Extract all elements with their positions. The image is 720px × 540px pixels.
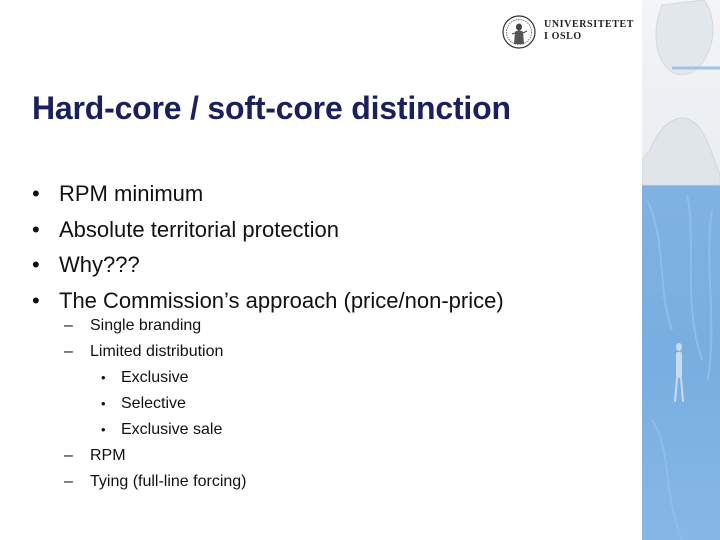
bullet-text: RPM minimum <box>59 181 204 206</box>
bullet-text: Absolute territorial protection <box>59 216 340 242</box>
slide-title: Hard-core / soft-core distinction <box>32 90 511 126</box>
bullet-text: Why??? <box>59 252 140 277</box>
university-seal-icon <box>502 14 536 50</box>
university-logo <box>502 14 642 50</box>
sub-item-text: RPM <box>90 447 126 464</box>
sub-item <box>64 469 247 495</box>
bullet-marker: • <box>32 216 40 242</box>
main-bullet-list <box>32 176 504 318</box>
sub-item-text: Exclusive <box>121 369 189 386</box>
logo-line-1: UNIVERSITETET <box>544 19 635 30</box>
sub-item <box>64 313 247 339</box>
sub-bullet-list <box>64 313 247 495</box>
decorative-side-panel <box>642 0 720 540</box>
sub-sub-item <box>64 417 247 443</box>
sub-item-text: Selective <box>121 395 186 412</box>
bullet-item <box>32 212 504 248</box>
bullet-text: The Commission’s approach (price/non-price) <box>59 287 504 313</box>
dash-marker: – <box>64 343 73 360</box>
sub-item-text: Limited distribution <box>90 343 224 360</box>
sub-item-text: Single branding <box>90 317 202 334</box>
bullet-item <box>32 247 504 283</box>
bullet-marker: • <box>32 181 40 206</box>
sub-item-text: Exclusive sale <box>121 421 223 438</box>
sub-item <box>64 443 247 469</box>
dash-marker: – <box>64 317 73 334</box>
bullet-marker: • <box>32 287 40 313</box>
small-bullet-marker: • <box>101 396 106 411</box>
bullet-marker: • <box>32 252 40 277</box>
small-bullet-marker: • <box>101 370 106 385</box>
small-bullet-marker: • <box>101 422 106 437</box>
dash-marker: – <box>64 447 73 464</box>
sub-sub-item <box>64 391 247 417</box>
logo-line-2: I OSLO <box>544 31 582 42</box>
logo-text <box>544 19 644 43</box>
sculpture-outline-graphic <box>642 0 720 540</box>
sub-item <box>64 339 247 365</box>
sub-sub-item <box>64 365 247 391</box>
dash-marker: – <box>64 473 73 490</box>
bullet-item <box>32 176 504 212</box>
sub-item-text: Tying (full-line forcing) <box>90 473 247 490</box>
